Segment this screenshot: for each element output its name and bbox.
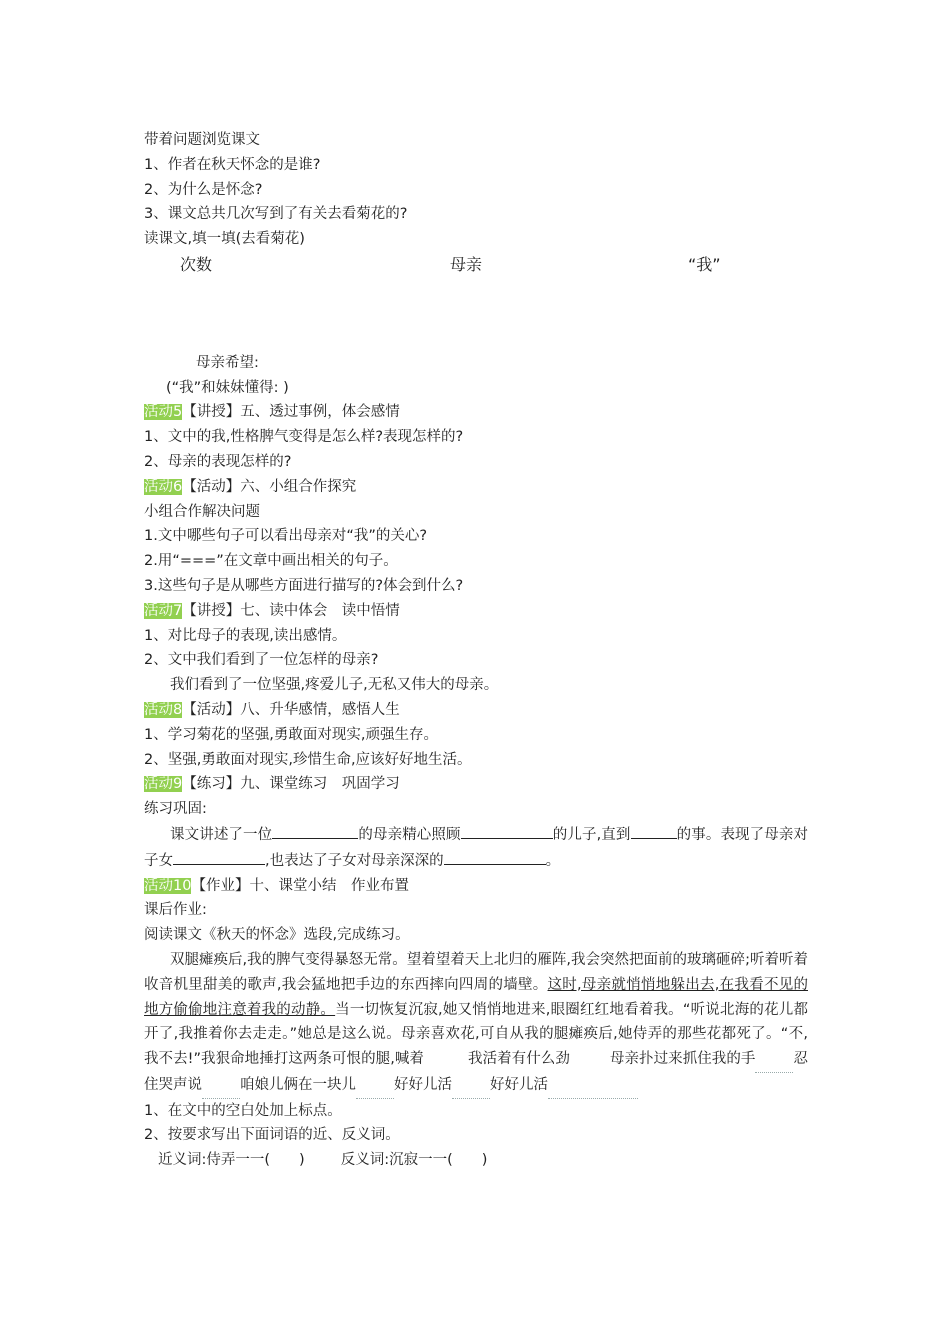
synonym: 近义词:侍弄一一( ) xyxy=(158,1152,305,1169)
header-me: “我” xyxy=(688,254,721,274)
question-2: 2、为什么是怀念? xyxy=(144,181,263,198)
activity7-title: 【讲授】七、读中体会 读中悟情 xyxy=(182,602,400,619)
antonym: 反义词:沉寂一一( ) xyxy=(340,1152,488,1169)
activity7-heading xyxy=(144,599,808,624)
activity8-item-1: 1、学习菊花的坚强,勇敢面对现实,顽强生存。 xyxy=(144,726,438,743)
activity9-sub: 练习巩固: xyxy=(144,801,207,818)
activity5-tag: 活动5 xyxy=(144,404,183,421)
activity5-title: 【讲授】五、透过事例，体会感情 xyxy=(182,404,400,421)
activity5-item-2: 2、母亲的表现怎样的? xyxy=(144,453,292,470)
activity9-heading xyxy=(144,772,808,797)
activity6-heading xyxy=(144,475,808,500)
activity6-item-2: 2.用“===”在文章中画出相关的句子。 xyxy=(144,553,398,570)
activity6-title: 【活动】六、小组合作探究 xyxy=(182,478,357,495)
activity7-item-2: 2、文中我们看到了一位怎样的母亲? xyxy=(144,652,379,669)
fill-in-exercise: 课文讲述了一位 的母亲精心照顾 的儿子,直到 的事。表现了母亲对子女 ,也表达了子女对母亲深深的 。 xyxy=(144,822,808,874)
header-times: 次数 xyxy=(180,254,213,274)
sibling-understand: (“我”和妹妹懂得: ) xyxy=(166,379,289,396)
activity10-item-1: 1、在文中的空白处加上标点。 xyxy=(144,1102,342,1119)
activity10-heading xyxy=(144,874,808,899)
synonym-antonym-line xyxy=(144,1148,808,1173)
punct-blank-6[interactable] xyxy=(452,1073,490,1099)
activity8-heading xyxy=(144,698,808,723)
activity10-item-2: 2、按要求写出下面词语的近、反义词。 xyxy=(144,1127,400,1144)
activity10-title: 【作业】十、课堂小结 作业布置 xyxy=(191,877,409,894)
header-mother: 母亲 xyxy=(450,254,483,274)
intro-heading: 带着问题浏览课文 xyxy=(144,132,260,148)
activity6-item-3: 3.这些句子是从哪些方面进行描写的?体会到什么? xyxy=(144,577,464,594)
fill-title: 读课文,填一填(去看菊花) xyxy=(144,231,305,248)
activity7-item-1: 1、对比母子的表现,读出感情。 xyxy=(144,627,347,644)
document-page xyxy=(144,128,808,1173)
activity10-tag: 活动10 xyxy=(144,877,192,894)
blank-5[interactable] xyxy=(444,848,546,865)
blank-4[interactable] xyxy=(173,848,265,865)
activity7-tag: 活动7 xyxy=(144,602,183,619)
punct-blank-5[interactable] xyxy=(356,1073,394,1099)
blank-gap xyxy=(144,277,808,351)
fill-table-header xyxy=(144,252,808,277)
punct-blank-4[interactable] xyxy=(202,1073,240,1099)
activity8-tag: 活动8 xyxy=(144,701,183,718)
blank-3[interactable] xyxy=(631,822,677,839)
activity9-tag: 活动9 xyxy=(144,776,183,793)
activity6-sub: 小组合作解决问题 xyxy=(144,503,260,520)
blank-2[interactable] xyxy=(461,822,553,839)
activity8-title: 【活动】八、升华感情，感悟人生 xyxy=(182,701,400,718)
activity6-item-1: 1.文中哪些句子可以看出母亲对“我”的关心? xyxy=(144,528,428,545)
punct-blank-3[interactable] xyxy=(755,1047,793,1073)
reading-passage: 双腿瘫痪后,我的脾气变得暴怒无常。望着望着天上北归的雁阵,我会突然把面前的玻璃砸碎;听着听着收音机里甜美的歌声,我会猛地把手边的东西摔向四周的墙壁。这时,母亲就悄悄地躲出去,在我看不见的地方偷偷地注意着我的动静。当一切恢复沉寂,她又悄悄地进来,眼圈红红地看着我。“听说北海的花儿都开了,我推着你去走走。”她总是这么说。母亲喜欢花,可自从我的腿瘫痪后,她侍弄的那些花都死了。“不,我不去!”我狠命地捶打这两条可恨的腿,喊着 我活着有什么劲 母亲扑过来抓住我的手 忍住哭声说 咱娘儿俩在一块儿 好好儿活 好好儿活 xyxy=(144,948,808,1099)
mother-hope: 母亲希望: xyxy=(196,354,259,371)
activity5-item-1: 1、文中的我,性格脾气变得是怎么样?表现怎样的? xyxy=(144,429,464,446)
question-3: 3、课文总共几次写到了有关去看菊花的? xyxy=(144,206,408,223)
underlined-sentence: 这时,母亲就悄悄地躲出去,在我看不见的地方偷偷地注意着我的动静。 xyxy=(144,976,808,1018)
activity7-answer: 我们看到了一位坚强,疼爱儿子,无私又伟大的母亲。 xyxy=(170,677,499,694)
activity9-title: 【练习】九、课堂练习 巩固学习 xyxy=(182,776,400,793)
activity10-sub: 课后作业: xyxy=(144,902,207,919)
activity6-tag: 活动6 xyxy=(144,478,183,495)
activity5-heading xyxy=(144,400,808,425)
punct-blank-7[interactable] xyxy=(548,1073,638,1099)
question-1: 1、作者在秋天怀念的是谁? xyxy=(144,156,321,173)
activity8-item-2: 2、坚强,勇敢面对现实,珍惜生命,应该好好地生活。 xyxy=(144,751,472,768)
reading-instruction: 阅读课文《秋天的怀念》选段,完成练习。 xyxy=(144,927,410,944)
blank-1[interactable] xyxy=(272,822,358,839)
